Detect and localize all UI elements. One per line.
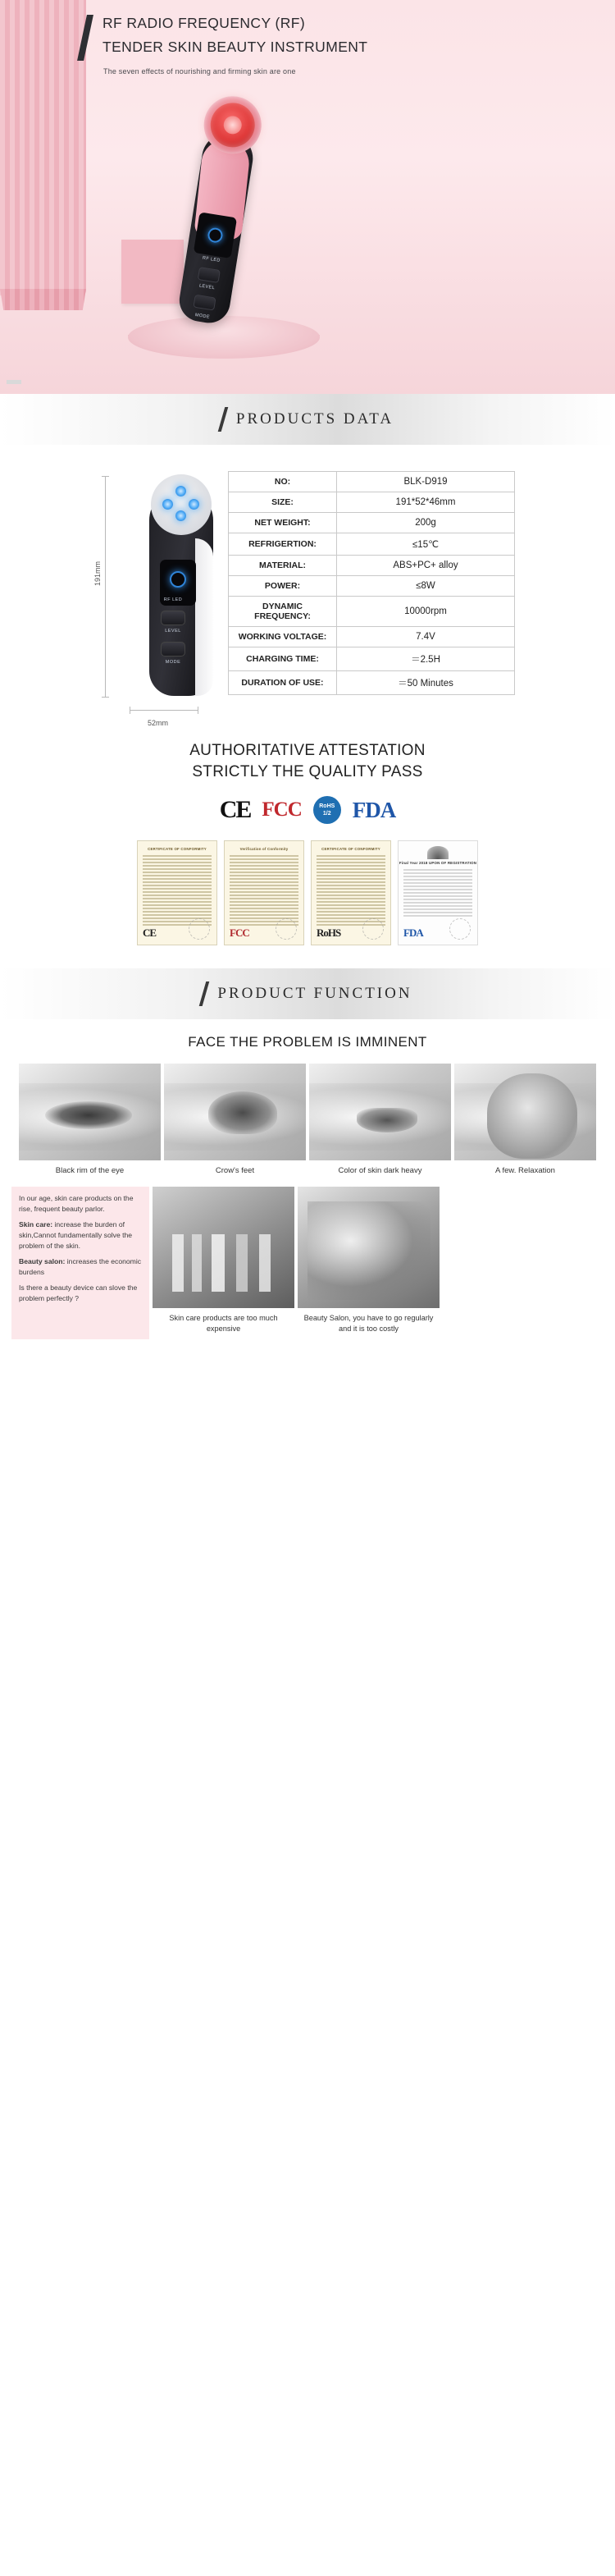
crowsfeet-photo	[164, 1064, 306, 1160]
spec-key: CHARGING TIME:	[229, 647, 337, 671]
certificate-title: CERTIFICATE OF CONFORMITY	[321, 847, 380, 851]
hero-title-line1: RF RADIO FREQUENCY (RF)	[102, 15, 306, 31]
certificate-card	[137, 840, 217, 945]
products-data-section	[0, 445, 615, 727]
led-icon	[189, 499, 199, 510]
dimension-line-vertical	[105, 476, 106, 698]
certificate-body-lines	[403, 869, 472, 917]
table-row	[229, 576, 515, 597]
spec-key: DURATION OF USE:	[229, 671, 337, 695]
device-level-button	[161, 611, 185, 625]
certificate-title: Final Year 2018 UPON OF REGISTRATION	[399, 861, 477, 865]
device-display	[194, 212, 237, 259]
led-icon	[175, 486, 186, 496]
photo-caption: Black rim of the eye	[55, 1166, 125, 1175]
decorative-fan	[0, 0, 86, 295]
attestation-heading	[0, 740, 615, 783]
spec-value: ＝2.5H	[337, 647, 515, 671]
rohs-label-top: RoHS	[319, 803, 335, 809]
led-icon	[175, 510, 186, 521]
explanation-note	[11, 1187, 149, 1339]
band-slash-icon	[199, 981, 210, 1006]
device-label-rf-led: RF LED	[163, 597, 183, 602]
list-item	[19, 1064, 161, 1175]
device-level-button	[198, 267, 221, 283]
dimension-height-label: 191mm	[93, 560, 102, 587]
table-row	[229, 492, 515, 513]
table-row	[229, 627, 515, 647]
spec-value: 7.4V	[337, 627, 515, 647]
product-function-section	[0, 1019, 615, 1356]
device-white-shell	[195, 538, 213, 696]
cosmetics-photo	[153, 1187, 294, 1308]
display-ring-icon	[207, 226, 224, 244]
certificate-stamp-icon	[189, 918, 210, 940]
salon-photo	[298, 1187, 440, 1308]
list-item	[309, 1064, 451, 1175]
certificate-stamp-icon	[362, 918, 384, 940]
table-row	[229, 597, 515, 627]
note-paragraph-2	[19, 1219, 142, 1251]
spec-table	[228, 471, 515, 695]
device-body	[176, 130, 257, 326]
table-row	[229, 472, 515, 492]
list-item	[298, 1187, 440, 1334]
dimension-line-horizontal	[130, 710, 198, 711]
list-item	[153, 1187, 294, 1334]
table-row	[229, 671, 515, 695]
spec-key: SIZE:	[229, 492, 337, 513]
certificate-body-lines	[230, 855, 298, 926]
note-paragraph-2-text: increase the burden of skin,Cannot fundamentally solve the problem of the skin.	[19, 1220, 133, 1250]
spec-key: NO:	[229, 472, 337, 492]
certification-marks	[0, 796, 615, 824]
device-mode-button	[193, 295, 216, 311]
certificate-stamp-icon	[276, 918, 297, 940]
note-label-salon: Beauty salon:	[19, 1257, 66, 1265]
spec-key: DYNAMIC FREQUENCY:	[229, 597, 337, 627]
device-label-mode: MODE	[165, 660, 181, 665]
table-row	[229, 556, 515, 576]
product-dimensions	[93, 463, 228, 727]
spec-key: POWER:	[229, 576, 337, 597]
photo-caption: A few. Relaxation	[495, 1166, 555, 1175]
certificate-title: CERTIFICATE OF CONFORMITY	[148, 847, 207, 851]
hero-title	[102, 11, 455, 59]
device-label-level: LEVEL	[198, 283, 216, 291]
certificate-badge: RoHS	[317, 927, 341, 939]
function-heading: FACE THE PROBLEM IS IMMINENT	[188, 1034, 427, 1050]
hero-banner	[0, 0, 615, 394]
certificate-badge: FDA	[403, 927, 423, 939]
spec-value: ≤8W	[337, 576, 515, 597]
led-cluster-icon	[162, 486, 200, 524]
eye-photo	[19, 1064, 161, 1160]
table-row	[229, 533, 515, 556]
spec-key: WORKING VOLTAGE:	[229, 627, 337, 647]
list-item	[454, 1064, 596, 1175]
relaxation-photo	[454, 1064, 596, 1160]
certificate-body-lines	[143, 855, 212, 926]
device-head	[151, 474, 212, 535]
certificate-card	[398, 840, 478, 945]
attestation-section	[0, 724, 615, 968]
photo-caption: Skin care products are too much expensive	[169, 1314, 278, 1333]
spec-value: 200g	[337, 513, 515, 533]
problem-explanation-row	[0, 1175, 615, 1356]
spec-value: BLK-D919	[337, 472, 515, 492]
certificate-title: Verification of Conformity	[239, 847, 289, 851]
photo-caption: Crow's feet	[215, 1166, 255, 1175]
device-label-mode: MODE	[194, 313, 211, 320]
attestation-heading-line2: STRICTLY THE QUALITY PASS	[192, 763, 423, 780]
spec-value: ≤15℃	[337, 533, 515, 556]
note-paragraph-3	[19, 1256, 142, 1278]
fcc-mark-icon: FCC	[262, 798, 302, 821]
product-image-front	[149, 474, 213, 698]
device-label-rf-led: RF LED	[202, 255, 221, 263]
note-label-skincare: Skin care:	[19, 1220, 53, 1229]
display-ring-icon	[170, 571, 186, 588]
list-item	[164, 1064, 306, 1175]
table-row	[229, 513, 515, 533]
decorative-card	[121, 240, 184, 304]
rf-led-ring-icon	[207, 99, 258, 150]
note-paragraph-4: Is there a beauty device can slove the problem perfectly ?	[19, 1283, 138, 1302]
certificate-body-lines	[317, 855, 385, 926]
hero-product-image	[176, 98, 262, 326]
spec-value: 191*52*46mm	[337, 492, 515, 513]
attestation-heading-line1: AUTHORITATIVE ATTESTATION	[189, 742, 426, 759]
eagle-emblem-icon	[427, 846, 449, 859]
corner-tag	[7, 380, 21, 384]
fda-mark-icon: FDA	[352, 797, 396, 822]
certificate-badge: CE	[143, 927, 157, 939]
photo-caption: Beauty Salon, you have to go regularly and it is too costly	[303, 1314, 434, 1333]
ce-mark-icon: CE	[219, 796, 251, 823]
dimension-width-label: 52mm	[148, 719, 169, 727]
spec-key: NET WEIGHT:	[229, 513, 337, 533]
products-data-band	[0, 394, 615, 445]
spec-value: ABS+PC+ alloy	[337, 556, 515, 576]
led-icon	[162, 499, 173, 510]
problem-photo-row	[0, 1064, 615, 1175]
spec-key: REFRIGERTION:	[229, 533, 337, 556]
spec-value: 10000rpm	[337, 597, 515, 627]
product-function-title: PRODUCT FUNCTION	[217, 985, 412, 1002]
product-function-band	[0, 968, 615, 1019]
spec-table-body	[229, 472, 515, 695]
certificate-card	[311, 840, 391, 945]
certificate-gallery	[0, 835, 615, 960]
device-mode-button	[161, 642, 185, 657]
certificate-badge: FCC	[230, 927, 249, 939]
band-slash-icon	[218, 407, 229, 432]
products-data-title: PRODUCTS DATA	[235, 410, 394, 428]
lips-photo	[309, 1064, 451, 1160]
photo-caption: Color of skin dark heavy	[338, 1166, 422, 1175]
rohs-mark-icon	[313, 796, 341, 824]
note-paragraph-3-text: increases the economic burdens	[19, 1257, 142, 1276]
hero-subtitle: The seven effects of nourishing and firming skin are one	[103, 67, 296, 75]
table-row	[229, 647, 515, 671]
spec-key: MATERIAL:	[229, 556, 337, 576]
device-label-level: LEVEL	[165, 629, 181, 634]
note-paragraph-1: In our age, skin care products on the rise, frequent beauty parlor.	[19, 1194, 134, 1213]
hero-title-line2: TENDER SKIN BEAUTY INSTRUMENT	[102, 39, 368, 55]
spec-value: ＝50 Minutes	[337, 671, 515, 695]
certificate-stamp-icon	[449, 918, 471, 940]
certificate-card	[224, 840, 304, 945]
rohs-label-bottom: 1/2	[322, 811, 331, 817]
